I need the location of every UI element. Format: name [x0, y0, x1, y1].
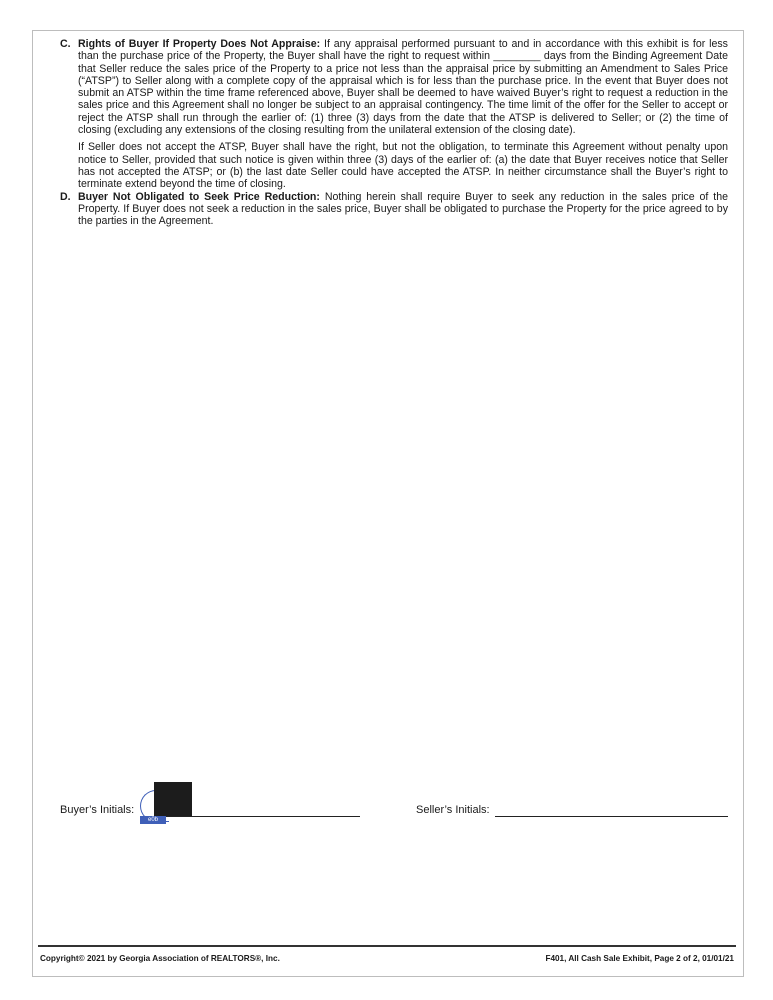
initials-row	[60, 800, 728, 830]
section-c-heading: Rights of Buyer If Property Does Not Appraise:	[78, 38, 321, 50]
document-body	[60, 38, 728, 227]
buyer-initials-field[interactable]	[146, 816, 360, 817]
buyer-initials-label: Buyer’s Initials:	[60, 804, 135, 816]
footer-divider	[38, 945, 736, 947]
section-d-heading: Buyer Not Obligated to Seek Price Reduction:	[78, 190, 320, 203]
section-c	[60, 38, 728, 191]
footer-form-info: F401, All Cash Sale Exhibit, Page 2 of 2, 01/01/21	[545, 954, 734, 963]
signature-tag: e0b	[140, 816, 166, 824]
section-c-letter: C.	[60, 38, 71, 50]
seller-initials-field[interactable]	[495, 816, 728, 817]
section-d	[60, 191, 728, 228]
buyer-initials-signature[interactable]	[154, 782, 192, 816]
seller-initials-label: Seller’s Initials:	[416, 804, 490, 816]
section-d-text: Nothing herein shall require Buyer to seek any reduction in the sales price of the Property. If Buyer does not seek a reduction in the sales price, Buyer shall be obligated to purchase the Property for the price agreed to by the parties in the Agreement.	[78, 190, 728, 228]
footer-copyright: Copyright© 2021 by Georgia Association of REALTORS®, Inc.	[40, 954, 280, 963]
section-d-letter: D.	[60, 190, 71, 203]
section-c-paragraph-2: If Seller does not accept the ATSP, Buyer shall have the right, but not the obligation, to terminate this Agreement without penalty upon notice to Seller, provided that such notice is given within three (3) days of the earlier of: (a) the date that Buyer receives notice that Seller has not accepted the ATSP; or (b) the last date Seller could have accepted the ATSP. In neither circumstance shall the Buyer’s right to terminate extend beyond the time of closing.	[78, 141, 728, 191]
section-c-text: If any appraisal performed pursuant to and in accordance with this exhibit is for less than the purchase price of the Property, the Buyer shall have the right to request within ________ days from the Binding Agreement Date that Seller reduce the sales price of the Property to a price not less than the appraisal price by submitting an Amendment to Sales Price (“ATSP”) to Seller along with a complete copy of the appraisal which is for less than the purchase price. In the event that Buyer does not submit an ATSP within the time frame referenced above, Buyer shall be deemed to have waived Buyer’s right to request a reduction in the sales price and this Agreement shall no longer be subject to an appraisal contingency. The time limit of the offer for the Seller to accept or reject the ATSP shall run through the earlier of: (1) three (3) days from the date that the ATSP is delivered to Seller; or (2) the time of closing (excluding any extensions of the closing resulting from the unilateral extension of the closing date).	[78, 38, 728, 137]
